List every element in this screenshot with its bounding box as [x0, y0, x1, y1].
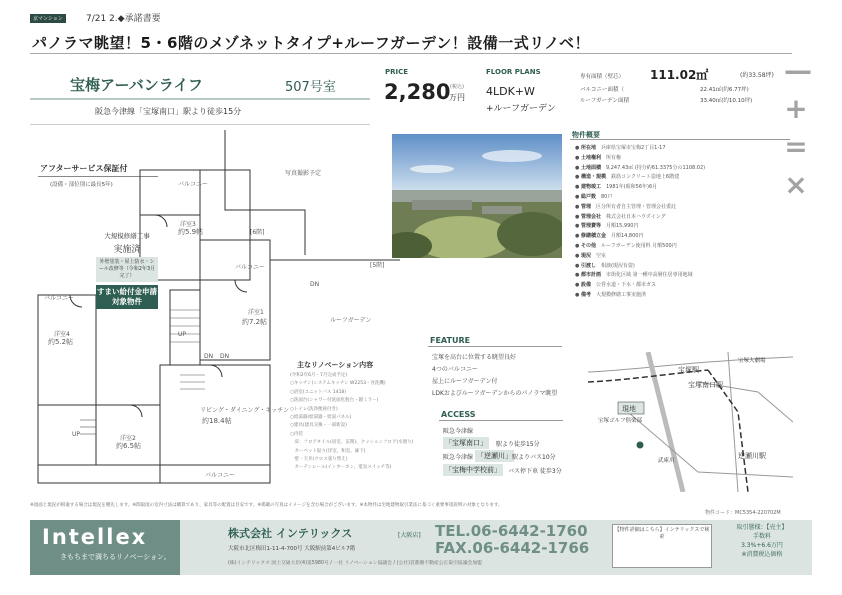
outline-key: 修繕積立金 — [580, 233, 606, 240]
outline-key: その他 — [580, 243, 596, 249]
disclaimer-notes: ※図面と現況が相違する場合は現況を優先します。※間取図の室内寸法は概算であり、家具等の配置は目安です。※掲載の写真はイメージを含む場合がございます。※本物件は宅地建物取引業法に基づく重要事項説明の対象となります。 — [30, 503, 503, 508]
divider — [428, 346, 562, 347]
support-badge: すまい給付金申請対象物件 — [96, 285, 158, 309]
roof-garden-label: ルーフガーデン — [330, 317, 372, 324]
renovation-item: ○建具(建具交換・一部新設) — [290, 423, 347, 429]
access-summary: 阪急今津線「宝塚南口」駅より徒歩15分 — [95, 107, 242, 116]
renovation-title: 主なリノベーション内容 — [297, 361, 374, 369]
ldk-size: 約18.4帖 — [202, 417, 232, 425]
warranty-stamp: 実施済 — [113, 245, 141, 255]
category-tag: 京マンション — [30, 14, 66, 23]
outline-key: 構造・規模 — [580, 174, 606, 181]
outline-row: ● 引渡し 相談(現況有姿) — [575, 262, 635, 269]
room-number: 507号室 — [285, 80, 336, 95]
balcony-area-value: 22.41㎡(約6.77坪) — [700, 87, 749, 93]
divider — [439, 420, 563, 421]
times-icon: × — [784, 168, 808, 201]
outline-value: 80戸 — [600, 194, 613, 200]
price-unit: 万円 — [449, 93, 465, 102]
plan-wall — [38, 405, 96, 465]
renovation-item: 床：フロアタイル(居室、玄関)、クッションフロア(水廻り) — [290, 440, 414, 446]
plan-wall — [38, 465, 160, 483]
outline-key: 管理会社 — [580, 213, 601, 220]
plan-wall — [170, 290, 200, 365]
transaction-terms — [720, 523, 804, 571]
area-map — [588, 352, 793, 492]
plus-icon: + — [784, 92, 808, 125]
door-arc — [130, 405, 142, 417]
road — [628, 412, 793, 477]
outline-key: 都市計画 — [580, 272, 601, 279]
feature-item: 屋上にルーフガーデン付 — [432, 378, 498, 385]
outline-row: ● 構造・規模 鉄筋コンクリート造地上6階建 — [575, 174, 680, 181]
divider — [30, 124, 370, 125]
balcony-label: バルコニー — [205, 472, 236, 479]
feature-title: FEATURE — [430, 336, 471, 345]
renovation-item: ○洗面台(シャワー付洗面化粧台・鏡ミラー) — [290, 398, 379, 404]
stair-up-label: UP — [72, 431, 81, 438]
outline-key: 引渡し — [580, 262, 596, 269]
company-name: 株式会社 インテリックス — [228, 527, 353, 540]
room3-label: 洋室3 — [180, 221, 196, 228]
balcony-area-label: バルコニー面積（ — [580, 87, 625, 93]
renovation-item: ○浴室(ユニットバス 1418) — [290, 389, 347, 395]
terms-fee: 手数料 — [752, 533, 771, 540]
outline-value: 空室 — [595, 252, 606, 259]
room1-size: 約7.2帖 — [242, 318, 268, 326]
renovation-item: ○キッチン(システムキッチン W2253・食洗機) — [290, 381, 386, 387]
company-tagline: きもちまで満ちるリノベーション。 — [60, 553, 171, 561]
outline-value: 9,247.43㎡ (持分約61.3375分の1108.02) — [605, 164, 706, 171]
outline-row: ● 建物竣工 1981年(昭和56年)6月 — [575, 184, 658, 191]
road — [728, 352, 738, 492]
landmark-label: 宝塚ゴルフ倶楽部 — [598, 418, 643, 424]
floorplan-layout: 4LDK+W — [486, 85, 535, 98]
access-station: 「宝塚南口」 — [445, 439, 487, 447]
fax-number: FAX.06-6442-1766 — [435, 539, 590, 557]
access-station: 「逆瀬川」 — [477, 452, 512, 460]
outline-key: 土地権利 — [580, 154, 601, 161]
headline: パノラマ眺望！5・6階のメゾネットタイプ+ルーフガーデン！設備一式リノベ！ — [32, 34, 591, 52]
area-main-tsubo: (約33.58坪) — [740, 72, 774, 79]
roof-area-value: 33.40㎡(約10.10坪) — [700, 98, 753, 104]
site-marker — [637, 442, 644, 449]
station-label: 宝塚駅 — [678, 366, 699, 374]
building-name: 宝梅アーバンライフ — [70, 76, 203, 94]
stair-up-label: UP — [178, 331, 187, 338]
outline-row: ● 土地面積 9,247.43㎡ (持分約61.3375分の1108.02) — [575, 164, 706, 171]
outline-row: ● 管理費等 月額15,990円 — [575, 223, 639, 230]
date-note: 7/21 2.◆承諾書要 — [86, 14, 161, 24]
company-address: 大阪市北区梅田1-11-4-700号 大阪駅前第4ビル7階 — [228, 546, 356, 552]
access-walk: 駅より徒歩15分 — [496, 441, 540, 448]
balcony-label: バルコニー — [44, 295, 75, 302]
stair-down-label: DN — [220, 353, 230, 360]
terms-note: 3.3%+6.6万円 — [741, 542, 783, 549]
warranty-box — [96, 232, 158, 342]
warranty-title: 大規模修繕工事 — [104, 232, 150, 240]
outline-key: 管理費等 — [580, 223, 601, 230]
phone-number[interactable]: TEL.06-6442-1760 — [435, 522, 588, 540]
feature-item: 4つのバルコニー — [432, 366, 478, 373]
plan-wall — [200, 240, 270, 360]
landmark-label: 宝塚大劇場 — [738, 358, 766, 364]
room3-size: 約5.9帖 — [178, 228, 204, 236]
price-value: 2,280 — [384, 80, 451, 104]
renovation-item: (令和2年6月・7月完成予定) — [290, 373, 348, 378]
outline-row: ● 都市計画 市街化区域 第一種中高層住居専用地域 — [575, 272, 693, 279]
outline-key: 現況 — [580, 252, 591, 259]
outline-value: 所有権 — [605, 154, 621, 161]
access-bus-stop: 「宝梅中学校前」 — [445, 466, 501, 474]
access-walk: バス停下車 徒歩3分 — [508, 468, 562, 475]
plan-wall — [225, 130, 305, 255]
room4-size: 約5.2帖 — [48, 338, 74, 346]
outline-row: ● 総戸数 80戸 — [575, 194, 613, 200]
area-main-label: 専有面積（壁芯） — [580, 74, 625, 80]
renovation-item: ○内装 — [290, 431, 303, 437]
company-logo: Intellex — [42, 525, 148, 549]
area-main-value: 111.02㎡ — [650, 68, 709, 82]
aftercare-title: アフターサービス保証付 — [40, 164, 128, 173]
outline-value: 兵庫県宝塚市宝梅2丁目1-17 — [600, 145, 666, 151]
terms-title: 取引態様：【売主】 — [736, 524, 788, 531]
access-bus: 駅よりバス10分 — [512, 454, 556, 461]
access-line-label: 阪急今津線 — [443, 428, 474, 435]
price-label: PRICE — [385, 68, 409, 76]
door-arc — [210, 365, 222, 377]
photo-point-label: 写真撮影予定 — [285, 170, 322, 177]
price-tax-note: (税込) — [450, 84, 464, 90]
door-arc — [235, 280, 247, 292]
minus-icon: — — [784, 54, 812, 87]
side-icon-column — [784, 52, 812, 204]
outline-row: ● 現況 空室 — [575, 252, 606, 259]
room4-label: 洋室4 — [54, 331, 70, 338]
company-branch: [大阪店] — [398, 532, 421, 539]
outline-row: ● 所在地 兵庫県宝塚市宝梅2丁目1-17 — [575, 145, 666, 151]
aftercare-sub: (設備・部位別に最長5年) — [50, 182, 113, 188]
room2-label: 洋室2 — [120, 435, 136, 442]
outline-title: 物件概要 — [572, 131, 600, 139]
renovation-list — [290, 372, 432, 473]
outline-key: 建物竣工 — [580, 184, 601, 191]
access-line-label: 阪急今津線 — [443, 454, 474, 461]
outline-value: 区分所有者自主管理・管理会社委託 — [595, 203, 676, 210]
outline-value: 月額14,800円 — [610, 233, 644, 240]
feature-item: 宝塚を高台に位置する眺望良好 — [432, 354, 517, 361]
outline-value: ルーフガーデン使用料 月額500円 — [600, 243, 677, 249]
renovation-item: ○給湯器(給湯器・給湯パネル) — [290, 415, 352, 421]
outline-value: 市街化区域 第一種中高層住居専用地域 — [605, 272, 693, 279]
outline-value: 相談(現況有姿) — [600, 262, 635, 269]
outline-row: ● 管理 区分所有者自主管理・管理会社委託 — [575, 203, 676, 210]
floorplan-label: FLOOR PLANS — [486, 68, 541, 76]
property-code: 物件コード：MC5354-220702M — [705, 510, 781, 516]
outline-key: 土地面積 — [580, 164, 601, 171]
outline-key: 総戸数 — [580, 194, 596, 200]
station-label: 宝塚南口駅 — [688, 381, 723, 389]
stair-down-label: DN — [204, 353, 214, 360]
outline-value: 大規模修繕工事実施済 — [595, 292, 646, 298]
renovation-item: ○トイレ(洗浄便座付き) — [290, 406, 338, 412]
outline-key: 管理 — [580, 203, 591, 210]
floor6-label: [6階] — [250, 229, 265, 236]
terms-sub: ※消費税込価格 — [741, 551, 783, 558]
access-title: ACCESS — [441, 410, 476, 419]
stair-down-label: DN — [310, 281, 320, 288]
outline-value: 月額15,990円 — [605, 223, 639, 230]
outline-value: 公営水道・下水・都市ガス — [595, 282, 656, 289]
outline-row: ● 土地権利 所有権 — [575, 154, 621, 161]
door-arc — [155, 215, 167, 227]
renovation-item: カーペット貼り(洋室、和室、廊下) — [290, 448, 366, 454]
balcony-label: バルコニー — [235, 264, 266, 271]
outline-row: ● 備考 大規模修繕工事実施済 — [575, 292, 646, 298]
outline-row: ● 設備 公営水道・下水・都市ガス — [575, 282, 656, 289]
company-license: (株)インテリックス 国土交通大臣(4)第5980号 / 一社 リノベーション協議会 / (公社)首都圏不動産公正取引協議会加盟 — [228, 561, 482, 566]
station-label: 逆瀬川駅 — [738, 452, 766, 460]
renovation-item: カーテンレール(インターホン、電気スイッチ等) — [290, 465, 392, 471]
roof-area-label: ルーフガーデン面積 — [580, 98, 630, 104]
info-box[interactable]: 【物件詳細はこちら】インテリックスで検索 — [612, 524, 712, 568]
warranty-note: 外壁塗装・屋上防水・シール改修等（令和2年3月完了） — [96, 257, 158, 282]
plan-wall — [160, 365, 270, 465]
outline-value: 1981年(昭和56年)6月 — [605, 184, 658, 191]
renovation-item: 壁・天井(クロス張り替え) — [290, 457, 348, 463]
outline-row: ● 修繕積立金 月額14,800円 — [575, 233, 644, 240]
outline-key: 設備 — [580, 282, 591, 289]
divider — [30, 53, 792, 54]
feature-item: LDKおよびルーフガーデンからのパノラマ眺望 — [432, 390, 558, 397]
outline-key: 所在地 — [580, 145, 596, 151]
outline-value: 鉄筋コンクリート造地上6階建 — [610, 174, 680, 181]
plan-wall — [38, 295, 96, 405]
site-label: 現地 — [622, 405, 636, 413]
divider — [30, 98, 370, 100]
balcony-label: バルコニー — [178, 181, 209, 188]
floor5-label: [5階] — [370, 262, 385, 269]
outline-key: 備考 — [580, 292, 591, 298]
outline-row: ● その他 ルーフガーデン使用料 月額500円 — [575, 243, 677, 249]
outline-row: ● 管理会社 株式会社日本ハウズイング — [575, 213, 666, 220]
room1-label: 洋室1 — [248, 309, 264, 316]
river-label: 武庫川 — [658, 458, 675, 464]
equals-icon: = — [784, 130, 808, 163]
ldk-label: リビング・ダイニング・キッチン — [200, 407, 289, 414]
floorplan-extra: +ルーフガーデン — [486, 104, 556, 114]
divider — [570, 139, 790, 140]
view-photo — [392, 134, 562, 258]
room2-size: 約6.5帖 — [116, 442, 142, 450]
outline-value: 株式会社日本ハウズイング — [605, 213, 666, 220]
